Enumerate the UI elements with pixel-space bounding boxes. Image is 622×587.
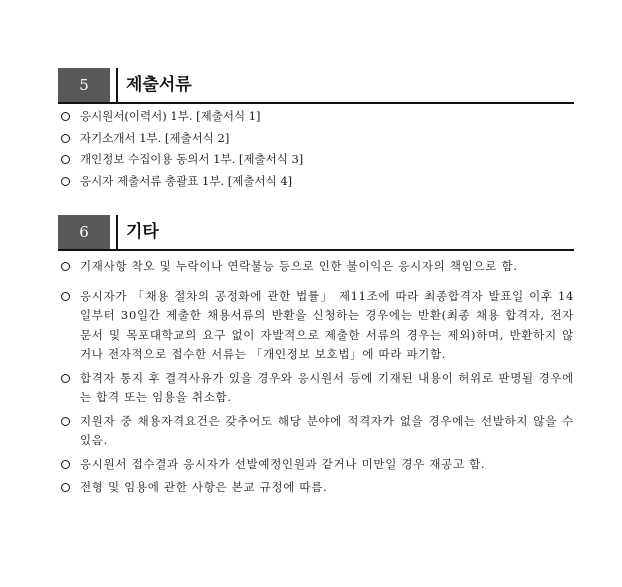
section-6-divider-bar [116, 215, 118, 249]
section-6-other [58, 215, 574, 502]
list-item [58, 369, 574, 408]
list-item-text: 지원자 중 채용자격요건은 갖추어도 해당 분야에 적격자가 없을 경우에는 선발하지 않을 수 있음. [80, 413, 574, 447]
section-5-divider-bar [116, 68, 118, 102]
list-item-text: 응시원서(이력서) 1부. [제출서식 1] [80, 109, 261, 123]
list-item-text: 개인정보 수집이용 동의서 1부. [제출서식 3] [80, 152, 304, 166]
list-item [58, 150, 574, 170]
circle-bullet-icon [61, 177, 70, 186]
list-item [58, 257, 574, 277]
section-6-list [58, 257, 574, 498]
list-item-text: 기재사항 착오 및 누락이나 연락불능 등으로 인한 불이익은 응시자의 책임으로 함. [80, 259, 518, 273]
section-6-header [58, 215, 574, 251]
list-item [58, 455, 574, 475]
list-item-text: 응시자 제출서류 총괄표 1부. [제출서식 4] [80, 173, 293, 188]
list-item [58, 172, 574, 192]
circle-bullet-icon [61, 483, 70, 492]
circle-bullet-icon [61, 262, 70, 271]
list-item-text: 응시자가 「채용 절차의 공정화에 관한 법률」 제11조에 따라 최종합격자 발표일 이후 14일부터 30일간 제출한 채용서류의 반환을 신청하는 경우에는 반환(최종 채용 합격자, 전자문서 및 목포대학교의 요구 없이 자발적으로 제출한 서류의 경우는 제외)하며, 반환하지 않거나 전자적으로 접수한 서류는 「개인정보 보호법」에 따라 파기함. [80, 288, 574, 361]
section-5-submission-documents [58, 68, 574, 193]
circle-bullet-icon [61, 374, 70, 383]
circle-bullet-icon [61, 134, 70, 143]
list-item-text: 합격자 통지 후 결격사유가 있을 경우와 응시원서 등에 기재된 내용이 허위로 판명될 경우에는 합격 또는 임용을 취소함. [80, 370, 574, 404]
list-item-text: 응시원서 접수결과 응시자가 선발예정인원과 같거나 미만일 경우 재공고 함. [80, 456, 486, 471]
section-5-number-badge: 5 [58, 68, 110, 102]
section-5-list [58, 107, 574, 191]
section-6-number-badge: 6 [58, 215, 110, 249]
section-5-header [58, 68, 574, 104]
list-item [58, 287, 574, 365]
list-item [58, 107, 574, 127]
list-item [58, 129, 574, 149]
section-6-title: 기타 [126, 222, 159, 242]
circle-bullet-icon [61, 417, 70, 426]
list-item-text: 전형 및 임용에 관한 사항은 본교 규정에 따름. [80, 480, 328, 494]
list-item-text: 자기소개서 1부. [제출서식 2] [80, 130, 230, 145]
circle-bullet-icon [61, 112, 70, 121]
list-item [58, 478, 574, 498]
circle-bullet-icon [61, 292, 70, 301]
circle-bullet-icon [61, 155, 70, 164]
section-5-title: 제출서류 [126, 75, 192, 95]
list-item [58, 412, 574, 451]
circle-bullet-icon [61, 460, 70, 469]
